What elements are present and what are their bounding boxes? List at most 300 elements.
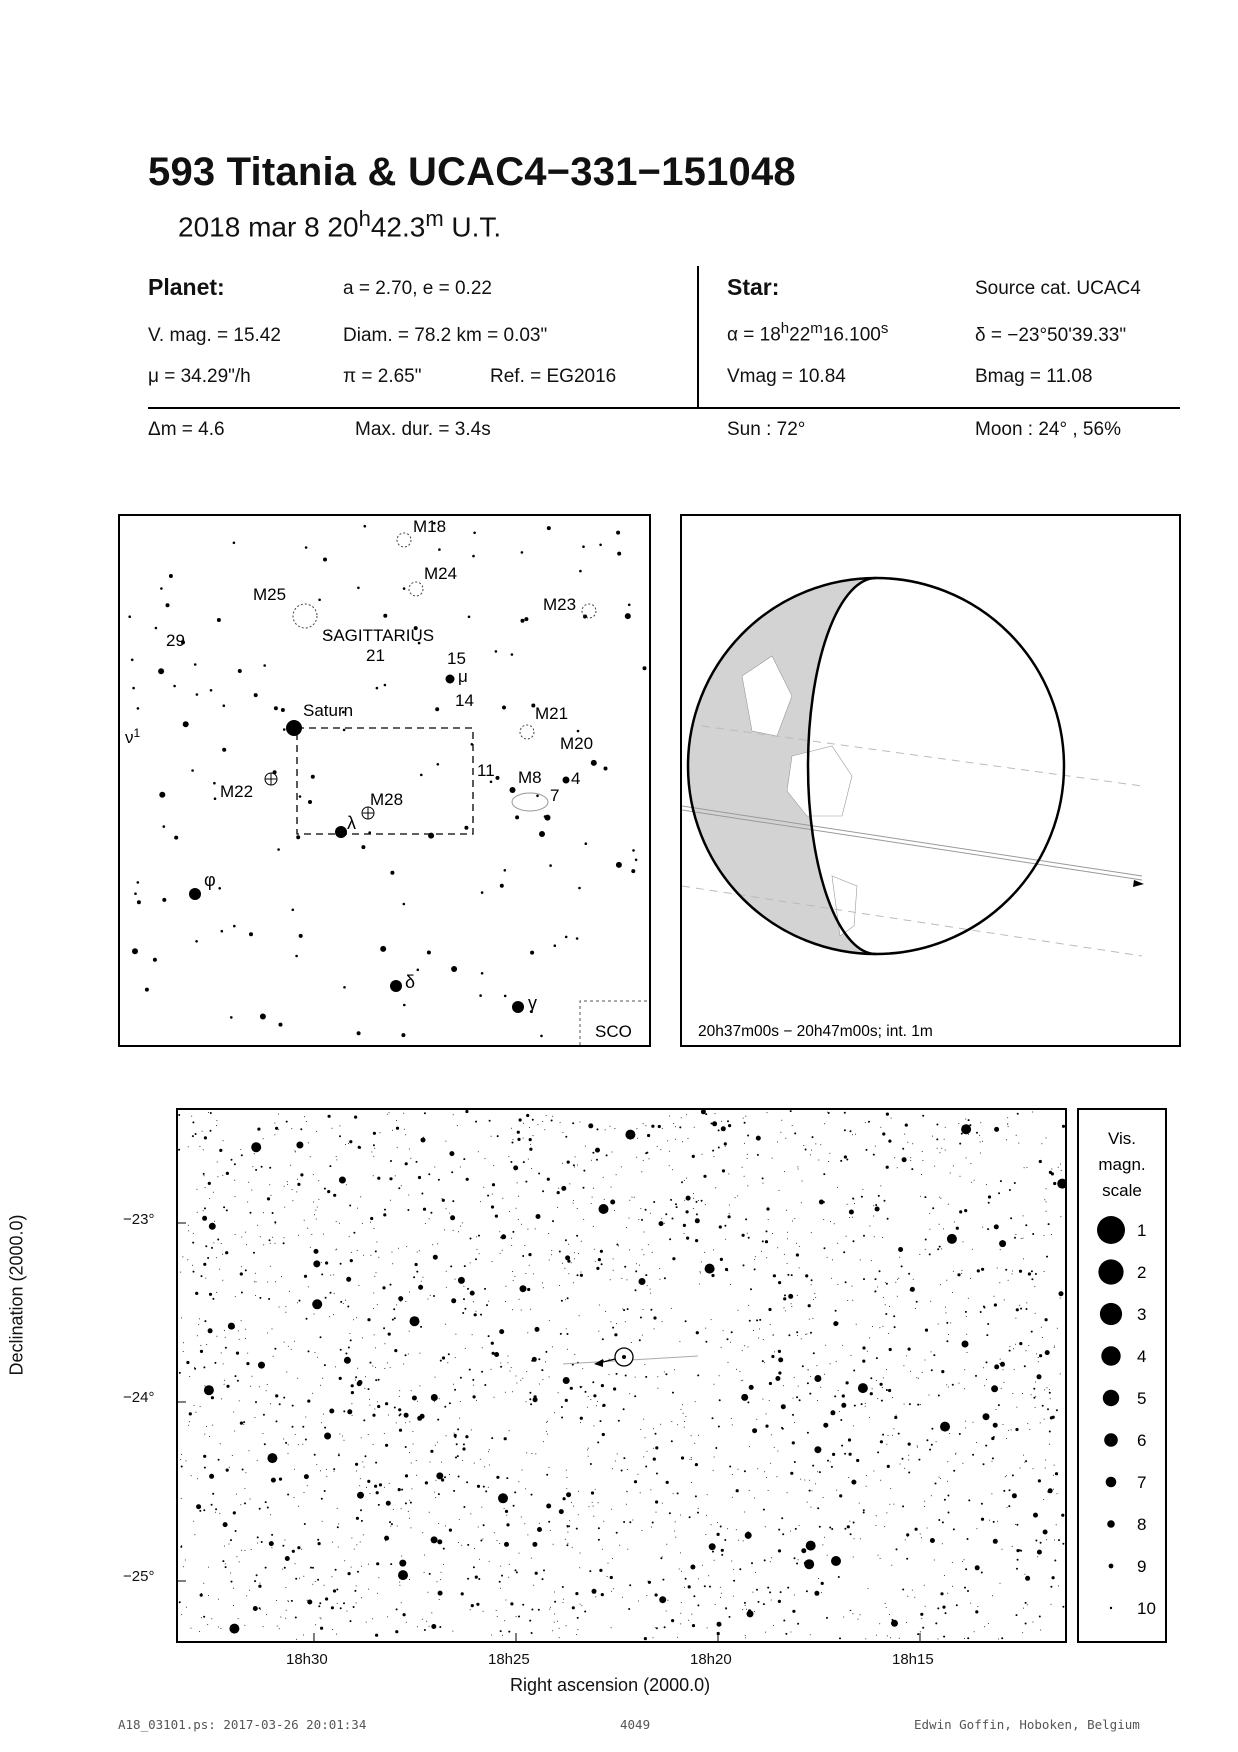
field-star	[370, 1217, 373, 1220]
field-star	[383, 1327, 385, 1329]
field-star	[1033, 1397, 1035, 1399]
field-star	[391, 1523, 393, 1525]
field-star	[948, 1204, 949, 1205]
field-star	[528, 1253, 531, 1256]
field-star	[1020, 1468, 1021, 1469]
field-star	[255, 1295, 256, 1296]
field-star	[970, 1163, 971, 1164]
field-star	[516, 1571, 518, 1573]
field-star	[812, 1136, 814, 1138]
field-star	[1062, 1606, 1064, 1608]
field-star	[601, 1384, 604, 1387]
field-star	[220, 1443, 221, 1444]
lambda-sgr-star	[335, 826, 347, 838]
field-star	[607, 1576, 608, 1577]
field-star	[446, 1287, 447, 1288]
field-star	[839, 1637, 841, 1639]
field-star	[804, 1480, 805, 1481]
field-star	[295, 1434, 296, 1435]
field-star	[201, 1275, 203, 1277]
field-star	[900, 1464, 901, 1465]
background-star	[158, 668, 164, 674]
field-star	[754, 1259, 755, 1260]
field-star	[745, 1635, 746, 1636]
field-star	[467, 1288, 469, 1290]
star-right-ascension	[727, 320, 888, 346]
field-star	[964, 1369, 965, 1370]
field-star	[635, 1270, 637, 1272]
field-star	[583, 1219, 584, 1220]
field-star	[786, 1210, 787, 1211]
field-star	[694, 1443, 695, 1444]
field-star	[675, 1126, 676, 1127]
field-star	[306, 1121, 307, 1122]
field-star	[554, 1622, 555, 1623]
field-star	[811, 1232, 812, 1233]
field-star	[437, 1243, 438, 1244]
field-star	[930, 1301, 931, 1302]
field-star	[1013, 1348, 1014, 1349]
field-star	[979, 1135, 980, 1136]
4-sgr-star	[563, 777, 570, 784]
field-star	[733, 1569, 734, 1570]
field-star	[321, 1422, 322, 1423]
field-star	[961, 1133, 963, 1135]
field-star	[310, 1567, 312, 1569]
field-star	[1035, 1407, 1036, 1408]
field-star	[420, 1414, 425, 1419]
field-star	[462, 1460, 463, 1461]
field-star	[756, 1136, 761, 1141]
field-star	[609, 1374, 610, 1375]
field-star	[1045, 1468, 1046, 1469]
field-star	[632, 1197, 633, 1198]
field-star	[652, 1522, 654, 1524]
field-star	[852, 1613, 853, 1614]
field-star	[232, 1455, 233, 1456]
field-star	[703, 1175, 706, 1178]
field-star	[1045, 1460, 1046, 1461]
background-star	[299, 795, 302, 798]
field-star	[384, 1433, 385, 1434]
field-star	[646, 1595, 647, 1596]
field-star	[754, 1498, 755, 1499]
field-star	[484, 1384, 486, 1386]
field-star	[500, 1366, 502, 1368]
field-star	[781, 1404, 786, 1409]
field-star	[1016, 1614, 1018, 1616]
field-star	[598, 1331, 599, 1332]
field-star	[510, 1161, 512, 1163]
field-star	[616, 1373, 618, 1375]
field-star	[778, 1600, 781, 1603]
field-star	[730, 1342, 731, 1343]
field-star	[286, 1372, 287, 1373]
field-star	[1016, 1524, 1018, 1526]
field-star	[938, 1519, 940, 1521]
field-star	[366, 1622, 367, 1623]
field-star	[1034, 1286, 1035, 1287]
field-star	[188, 1230, 189, 1231]
field-star	[324, 1427, 326, 1429]
field-star	[826, 1617, 828, 1619]
background-star	[643, 666, 647, 670]
field-star	[888, 1333, 889, 1334]
field-star	[373, 1156, 374, 1157]
field-star	[691, 1459, 692, 1460]
field-star	[199, 1631, 200, 1632]
field-star	[800, 1479, 801, 1480]
field-star	[616, 1174, 617, 1175]
field-star	[339, 1125, 340, 1126]
field-star	[233, 1511, 236, 1514]
field-star	[233, 1412, 234, 1413]
field-star	[416, 1460, 417, 1461]
field-star	[626, 1279, 627, 1280]
field-star	[194, 1534, 195, 1535]
field-star	[324, 1490, 326, 1492]
field-star	[962, 1463, 963, 1464]
field-star	[849, 1210, 854, 1215]
field-star	[698, 1200, 699, 1201]
field-star	[1058, 1539, 1060, 1541]
field-star	[350, 1259, 353, 1262]
field-star	[736, 1489, 739, 1492]
field-star	[875, 1207, 880, 1212]
field-star	[446, 1208, 447, 1209]
field-star	[295, 1151, 296, 1152]
field-star	[444, 1406, 446, 1408]
field-star	[1057, 1493, 1058, 1494]
field-star	[1035, 1273, 1037, 1275]
field-star	[272, 1328, 273, 1329]
field-star	[1026, 1302, 1027, 1303]
field-star	[886, 1512, 887, 1513]
field-star	[551, 1254, 552, 1255]
field-star	[830, 1461, 831, 1462]
event-time	[178, 206, 501, 243]
background-star	[495, 650, 498, 653]
field-star	[551, 1250, 552, 1251]
field-star	[504, 1542, 509, 1547]
field-star	[205, 1278, 206, 1279]
field-star	[284, 1207, 285, 1208]
field-star	[228, 1323, 235, 1330]
field-star	[669, 1165, 670, 1166]
field-star	[694, 1127, 695, 1128]
field-star	[743, 1264, 745, 1266]
field-star	[733, 1596, 734, 1597]
field-star	[494, 1352, 499, 1357]
field-star	[364, 1467, 365, 1468]
field-star	[690, 1565, 695, 1570]
field-star	[705, 1534, 706, 1535]
field-star	[782, 1533, 784, 1535]
m8-label: M8	[518, 768, 542, 787]
field-star	[404, 1413, 409, 1418]
field-star	[671, 1440, 673, 1442]
field-star	[244, 1625, 245, 1626]
field-star	[869, 1337, 870, 1338]
field-star	[713, 1470, 714, 1471]
background-star	[134, 892, 137, 895]
field-star	[565, 1136, 567, 1138]
field-stars	[178, 1110, 1065, 1640]
field-star	[296, 1142, 303, 1149]
background-star	[191, 769, 194, 772]
field-star	[766, 1477, 767, 1478]
field-star	[848, 1477, 849, 1478]
field-star	[574, 1167, 575, 1168]
field-star	[457, 1125, 458, 1126]
field-star	[981, 1572, 983, 1574]
field-star	[697, 1604, 699, 1606]
field-star	[731, 1561, 732, 1562]
field-star	[662, 1503, 663, 1504]
background-star	[390, 871, 394, 875]
field-star	[819, 1376, 820, 1377]
field-star	[188, 1225, 189, 1226]
field-star	[747, 1135, 749, 1137]
field-star	[1050, 1586, 1052, 1588]
field-star	[824, 1247, 826, 1249]
field-star	[420, 1326, 422, 1328]
field-star	[1009, 1189, 1011, 1191]
field-star	[236, 1494, 237, 1495]
field-star	[883, 1377, 884, 1378]
field-star	[505, 1286, 506, 1287]
field-star	[465, 1110, 468, 1113]
field-star	[684, 1421, 685, 1422]
field-star	[1042, 1337, 1043, 1338]
field-star	[831, 1466, 833, 1468]
field-star	[889, 1306, 890, 1307]
y-tick-23: −23°	[123, 1211, 155, 1228]
field-star	[778, 1281, 781, 1284]
field-star	[596, 1267, 599, 1270]
field-star	[450, 1265, 452, 1267]
field-star	[876, 1357, 878, 1359]
field-star	[750, 1288, 752, 1290]
field-star	[619, 1545, 620, 1546]
field-star	[499, 1581, 501, 1583]
field-star	[253, 1252, 255, 1254]
event-date: 2018 mar 8 20	[178, 211, 359, 243]
field-star	[543, 1370, 544, 1371]
field-star	[462, 1222, 463, 1223]
background-star	[132, 687, 135, 690]
field-star	[593, 1425, 594, 1426]
field-star	[267, 1507, 269, 1509]
field-star	[765, 1526, 766, 1527]
max-duration: Max. dur. = 3.4s	[355, 419, 491, 440]
field-star	[203, 1583, 204, 1584]
field-star	[770, 1561, 771, 1562]
field-star	[727, 1528, 728, 1529]
field-star	[770, 1324, 771, 1325]
field-star	[508, 1577, 509, 1578]
field-star	[294, 1497, 295, 1498]
field-star	[214, 1221, 215, 1222]
field-star	[224, 1546, 225, 1547]
field-star	[797, 1335, 798, 1336]
field-star	[794, 1377, 795, 1378]
field-star	[343, 1303, 344, 1304]
field-star	[629, 1200, 630, 1201]
field-star	[836, 1490, 837, 1491]
field-star	[230, 1573, 231, 1574]
field-star	[675, 1203, 677, 1205]
field-star	[980, 1153, 981, 1154]
background-star	[530, 951, 534, 955]
background-star	[536, 795, 539, 798]
field-star	[274, 1123, 275, 1124]
field-star	[655, 1627, 656, 1628]
field-star	[813, 1299, 814, 1300]
field-star	[478, 1151, 479, 1152]
field-star	[771, 1557, 772, 1558]
field-star	[300, 1128, 302, 1130]
field-star	[1025, 1574, 1026, 1575]
field-star	[1058, 1585, 1059, 1586]
field-star	[769, 1382, 772, 1385]
field-star	[693, 1198, 694, 1199]
field-star	[514, 1276, 515, 1277]
field-star	[922, 1115, 924, 1117]
field-star	[428, 1173, 430, 1175]
field-star	[851, 1480, 856, 1485]
field-star	[1008, 1126, 1009, 1127]
field-star	[523, 1138, 524, 1139]
field-star	[292, 1426, 294, 1428]
field-star	[644, 1637, 647, 1640]
field-star	[224, 1384, 225, 1385]
field-star	[521, 1310, 522, 1311]
field-star	[419, 1385, 420, 1386]
field-star	[529, 1127, 530, 1128]
field-star	[866, 1149, 868, 1151]
field-star	[524, 1523, 525, 1524]
field-star	[531, 1453, 532, 1454]
field-star	[226, 1209, 228, 1211]
field-star	[681, 1571, 682, 1572]
field-star	[922, 1627, 924, 1629]
field-star	[259, 1508, 261, 1510]
field-star	[531, 1558, 532, 1559]
field-star	[349, 1205, 351, 1207]
field-star	[1005, 1269, 1007, 1271]
field-star	[1032, 1112, 1033, 1113]
field-star	[705, 1264, 715, 1274]
field-star	[611, 1187, 612, 1188]
field-star	[862, 1346, 865, 1349]
field-star	[749, 1320, 751, 1322]
m20-label: M20	[560, 734, 594, 753]
field-star	[887, 1218, 889, 1220]
field-star	[1027, 1604, 1028, 1605]
field-star	[285, 1312, 286, 1313]
field-star	[386, 1501, 391, 1506]
ra-h-unit: h	[780, 320, 790, 337]
field-star	[945, 1612, 947, 1614]
field-star	[896, 1415, 897, 1416]
field-star	[201, 1617, 202, 1618]
field-star	[524, 1245, 525, 1246]
field-star	[846, 1159, 848, 1161]
field-star	[367, 1480, 370, 1483]
field-star	[543, 1287, 544, 1288]
field-star	[574, 1354, 575, 1355]
background-star	[343, 729, 346, 732]
legend-mag-dot	[1101, 1346, 1120, 1365]
background-star	[169, 574, 173, 578]
field-star	[712, 1121, 717, 1126]
field-star	[578, 1253, 579, 1254]
field-star	[798, 1386, 799, 1387]
field-star	[318, 1180, 319, 1181]
field-star	[749, 1490, 750, 1491]
field-star	[656, 1512, 657, 1513]
field-star	[918, 1378, 919, 1379]
field-star	[393, 1308, 395, 1310]
field-star	[290, 1165, 291, 1166]
14-sgr-label: 14	[455, 691, 474, 710]
field-star	[931, 1369, 933, 1371]
field-star	[920, 1613, 923, 1616]
field-star	[657, 1388, 658, 1389]
background-star	[159, 792, 165, 798]
field-star	[431, 1394, 438, 1401]
field-star	[947, 1593, 948, 1594]
field-star	[455, 1334, 456, 1335]
field-star	[577, 1208, 578, 1209]
field-star	[640, 1317, 642, 1319]
background-star	[616, 862, 622, 868]
field-star	[993, 1539, 998, 1544]
field-star	[354, 1116, 357, 1119]
field-star	[991, 1493, 992, 1494]
field-star	[850, 1533, 852, 1535]
field-star	[532, 1542, 537, 1547]
field-star	[889, 1504, 890, 1505]
field-star	[717, 1522, 718, 1523]
field-star	[991, 1437, 994, 1440]
field-star	[681, 1456, 684, 1459]
field-star	[240, 1504, 241, 1505]
field-star	[1031, 1394, 1032, 1395]
field-star	[1014, 1182, 1016, 1184]
field-star	[529, 1392, 531, 1394]
field-star	[419, 1353, 420, 1354]
field-star	[412, 1431, 413, 1432]
field-star	[245, 1269, 247, 1271]
field-star	[307, 1485, 308, 1486]
header-divider-horizontal	[148, 407, 1180, 409]
field-star	[801, 1338, 802, 1339]
field-star	[324, 1364, 326, 1366]
field-star	[860, 1614, 861, 1615]
field-star	[319, 1602, 321, 1604]
field-star	[567, 1297, 569, 1299]
field-star	[711, 1123, 713, 1125]
field-star	[790, 1110, 792, 1112]
field-star	[697, 1512, 699, 1514]
field-star	[208, 1182, 211, 1185]
field-star	[686, 1178, 687, 1179]
field-star	[488, 1301, 489, 1302]
field-star	[1007, 1507, 1008, 1508]
field-star	[353, 1319, 354, 1320]
